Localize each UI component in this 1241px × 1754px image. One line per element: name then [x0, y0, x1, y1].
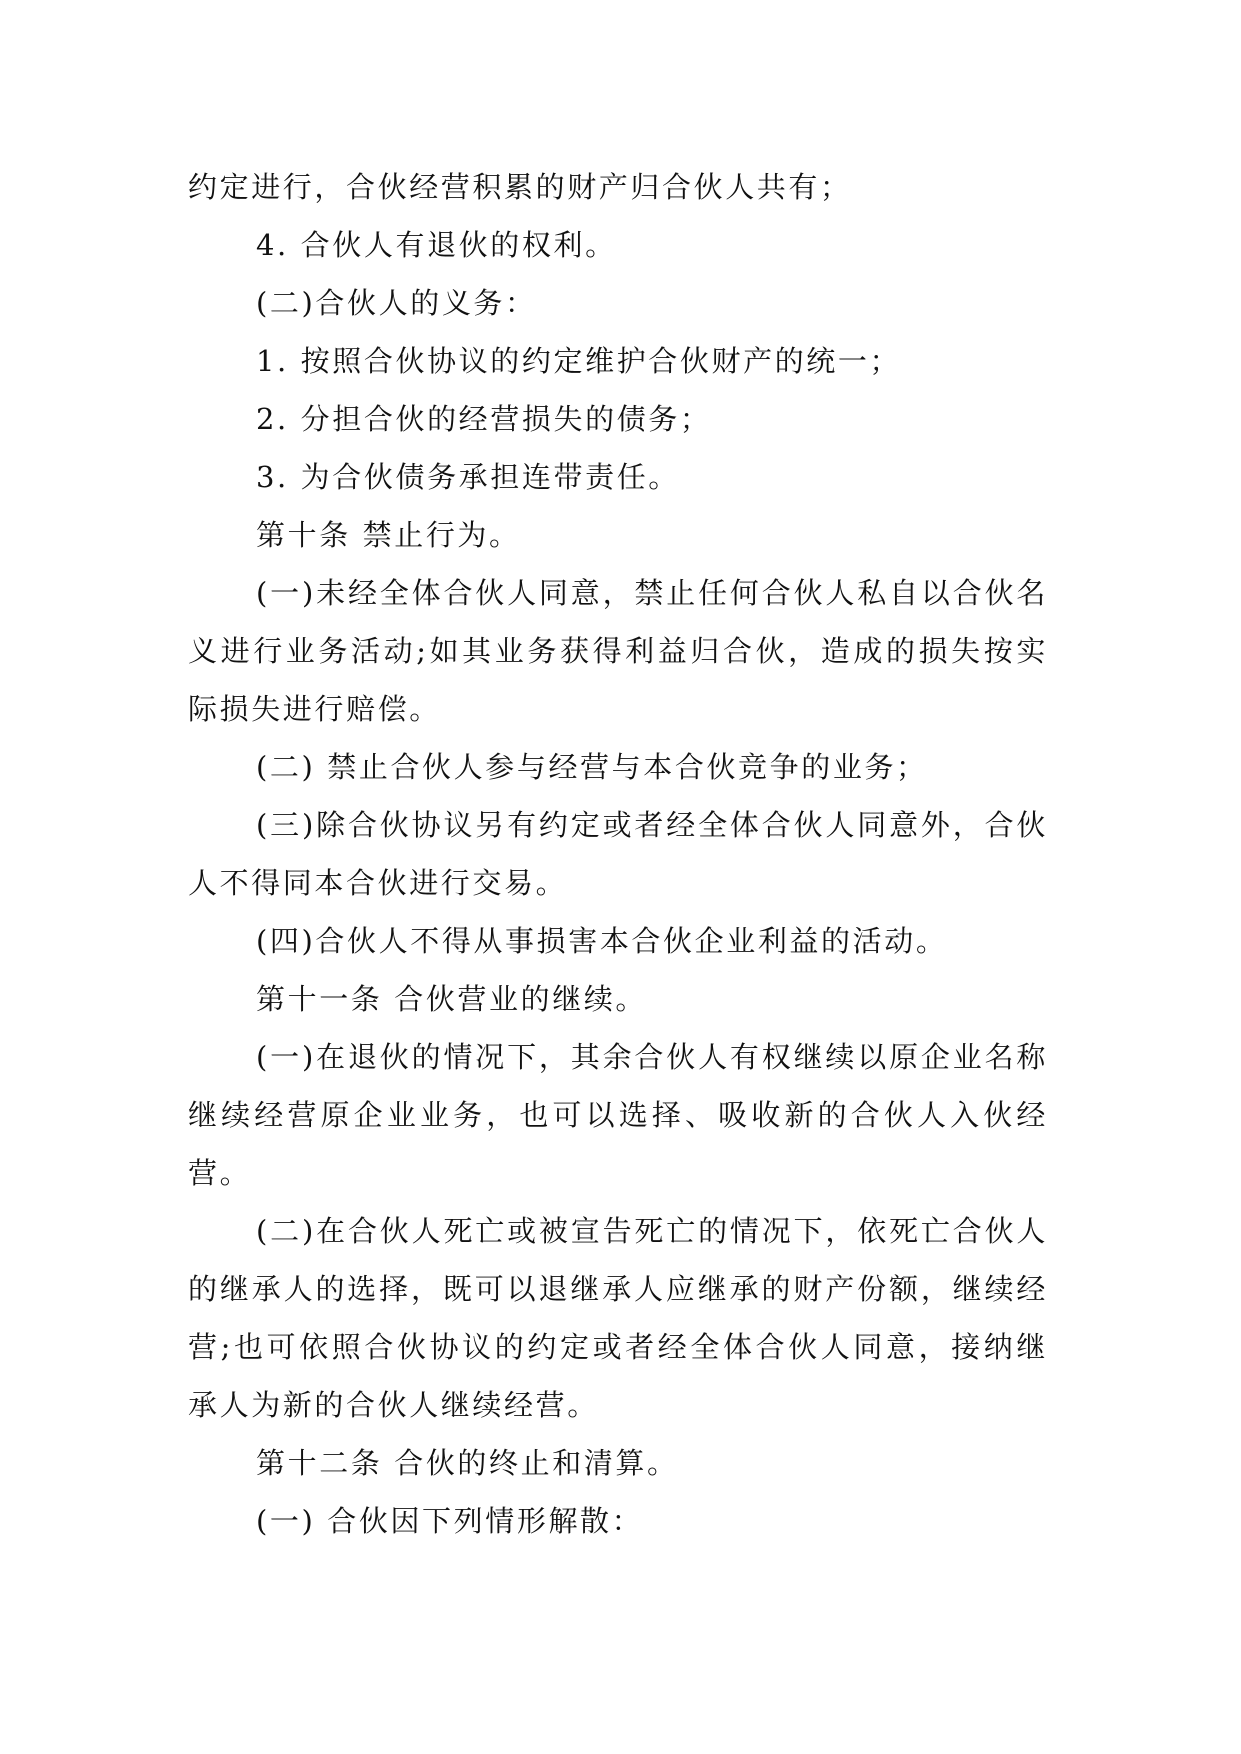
article-heading: 第十一条 合伙营业的继续。	[256, 982, 648, 1016]
article-heading: 第十条 禁止行为。	[256, 518, 521, 552]
list-item: 3. 为合伙债务承担连带责任。	[256, 460, 680, 494]
paragraph: (一)在退伙的情况下，其余合伙人有权继续以原企业名称继续经营原企业业务，也可以选择、吸收新的合伙人入伙经营。	[188, 1040, 1048, 1190]
paragraph: 4. 合伙人有退伙的权利。	[256, 228, 617, 262]
paragraph: (二) 禁止合伙人参与经营与本合伙竞争的业务；	[256, 750, 928, 784]
paragraph: 约定进行，合伙经营积累的财产归合伙人共有；	[188, 170, 852, 204]
paragraph: (三)除合伙协议另有约定或者经全体合伙人同意外，合伙人不得同本合伙进行交易。	[188, 808, 1048, 900]
paragraph: (二)在合伙人死亡或被宣告死亡的情况下，依死亡合伙人的继承人的选择，既可以退继承人应继承的财产份额，继续经营;也可依照合伙协议的约定或者经全体合伙人同意，接纳继承人为新的合伙人继续经营。	[188, 1214, 1048, 1422]
section-heading: (二)合伙人的义务：	[256, 286, 537, 320]
list-item: 2. 分担合伙的经营损失的债务；	[256, 402, 712, 436]
paragraph: (一) 合伙因下列情形解散：	[256, 1504, 644, 1538]
paragraph: (四)合伙人不得从事损害本合伙企业利益的活动。	[256, 924, 948, 958]
list-item: 1. 按照合伙协议的约定维护合伙财产的统一；	[256, 344, 902, 378]
article-heading: 第十二条 合伙的终止和清算。	[256, 1446, 679, 1480]
document-body	[188, 158, 1048, 1550]
paragraph: (一)未经全体合伙人同意，禁止任何合伙人私自以合伙名义进行业务活动;如其业务获得利益归合伙，造成的损失按实际损失进行赔偿。	[188, 576, 1048, 726]
